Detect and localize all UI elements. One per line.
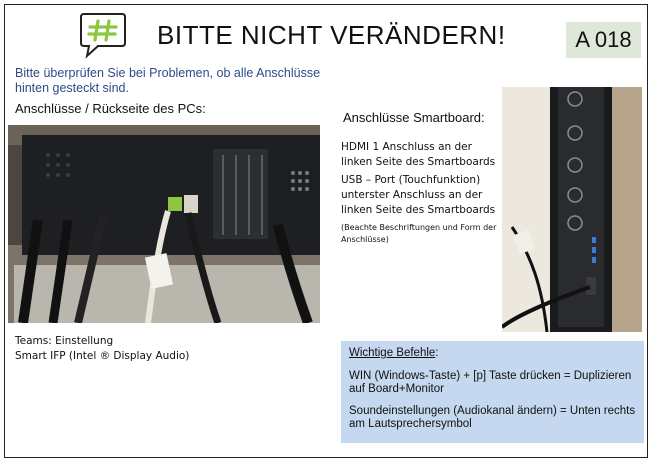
notice-text: Bitte überprüfen Sie bei Problemen, ob alle Anschlüsse hinten gesteckt sind. [15, 66, 321, 95]
smartboard-ports-label: Anschlüsse Smartboard: [343, 110, 485, 125]
commands-header-colon: : [435, 347, 439, 359]
teams-setting-line1: Teams: Einstellung [15, 335, 114, 347]
connector-note: (Beachte Beschriftungen und Form der Anschlüsse) [341, 223, 497, 244]
teams-setting-line2: Smart IFP (Intel ® Display Audio) [15, 350, 190, 362]
page-title: BITTE NICHT VERÄNDERN! [157, 20, 506, 50]
commands-box [341, 341, 644, 443]
pc-rear-photo [8, 125, 320, 323]
commands-header [349, 347, 636, 359]
hdmi-instruction: HDMI 1 Anschluss an der linken Seite des Smartboards [341, 141, 496, 168]
smartboard-side-photo [502, 87, 642, 332]
hashtag-logo-icon [78, 10, 128, 60]
command-sound-settings: Soundeinstellungen (Audiokanal ändern) = Unten rechts am Lautsprechersymbol [349, 405, 636, 430]
commands-header-text: Wichtige Befehle [349, 347, 436, 359]
usb-instruction: USB – Port (Touchfunktion) unterster Anschluss an der linken Seite des Smartboards [341, 174, 496, 216]
room-code-badge: A 018 [566, 22, 641, 58]
command-duplicate-display: WIN (Windows-Taste) + [p] Taste drücken = Duplizieren auf Board+Monitor [349, 370, 632, 395]
teams-setting [15, 334, 189, 364]
pc-ports-label: Anschlüsse / Rückseite des PCs: [15, 101, 206, 116]
